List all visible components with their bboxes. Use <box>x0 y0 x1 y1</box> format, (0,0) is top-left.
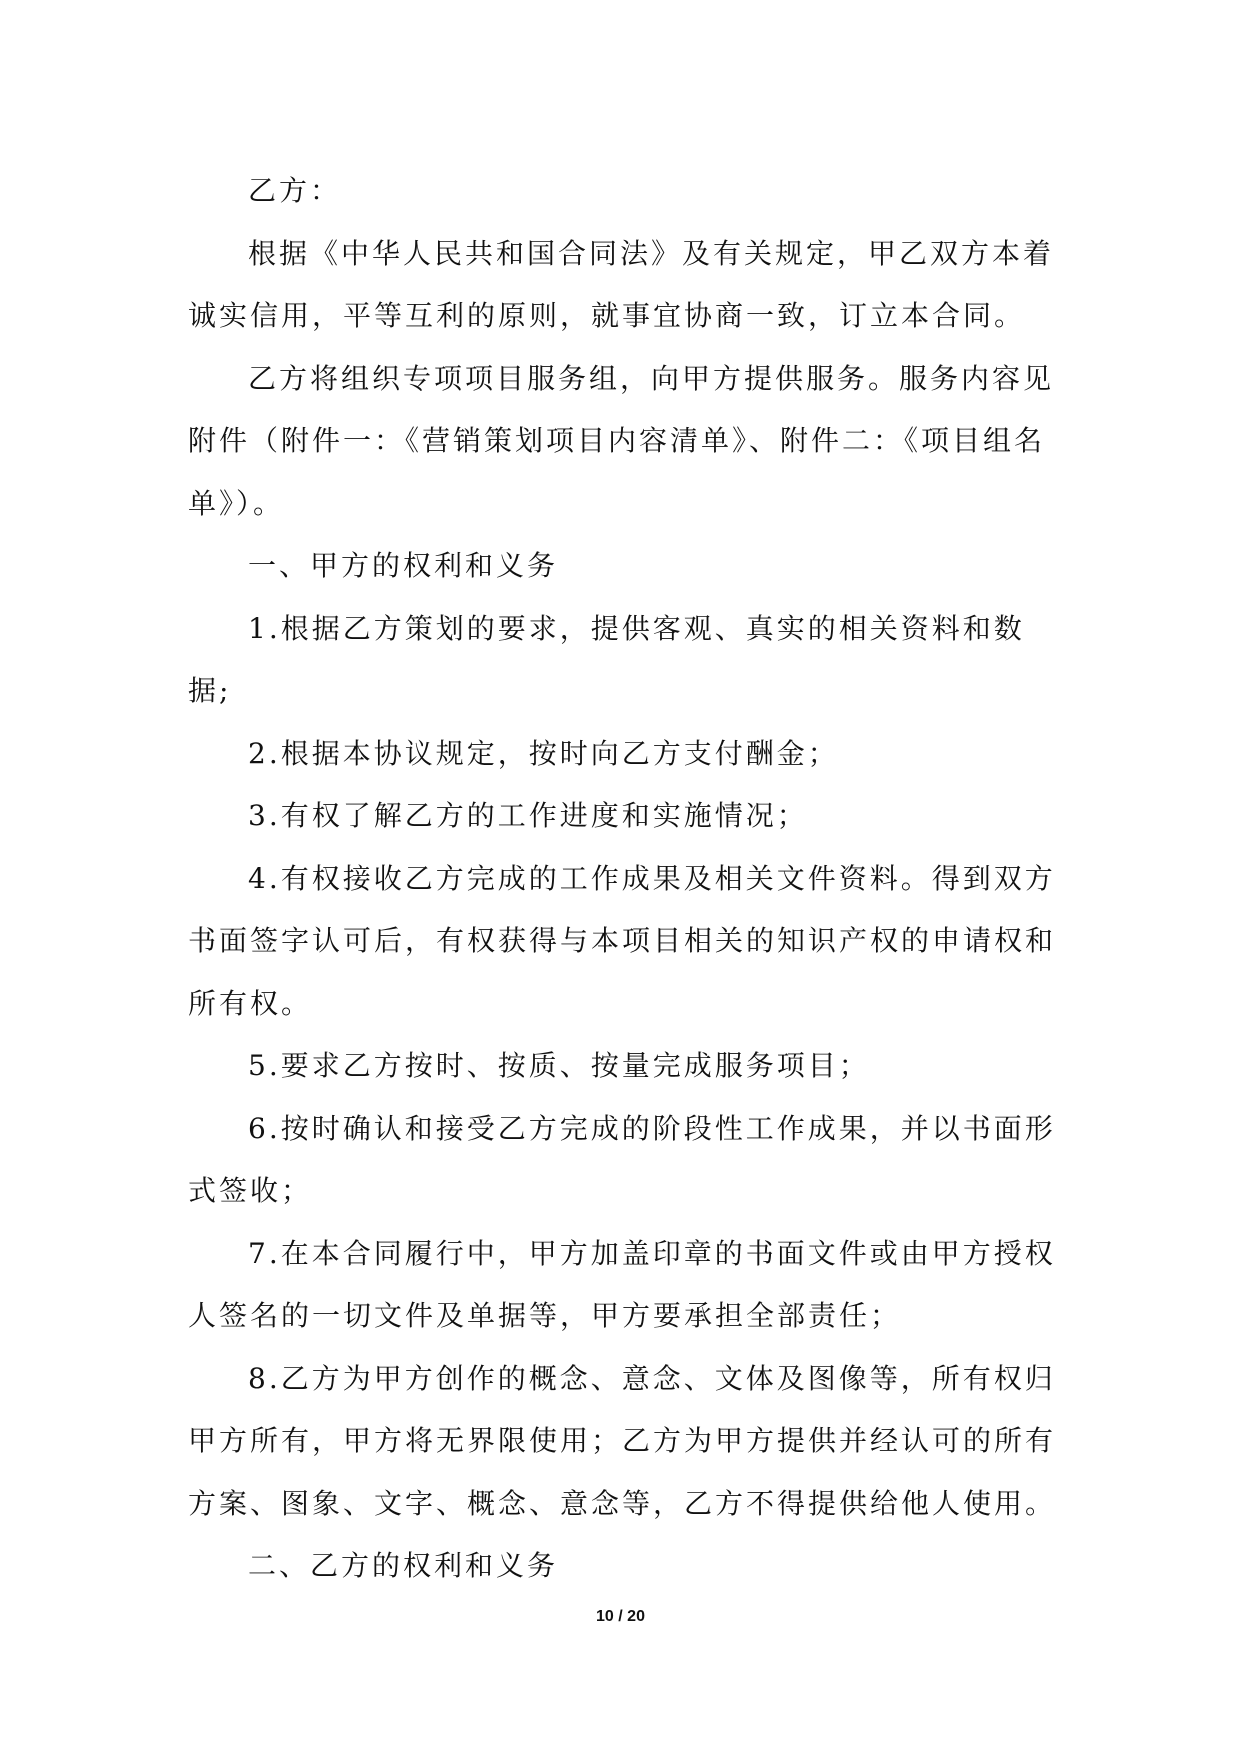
paragraph-preamble: 根据《中华人民共和国合同法》及有关规定，甲乙双方本着诚实信用，平等互利的原则，就事宜协商一致，订立本合同。 <box>188 236 1055 332</box>
page-number: 10 / 20 <box>596 1608 645 1625</box>
section-heading-party-b: 二、乙方的权利和义务 <box>248 1549 559 1582</box>
clause-a-2: 2.根据本协议规定，按时向乙方支付酬金； <box>248 736 839 770</box>
section-heading-party-a: 一、甲方的权利和义务 <box>248 549 559 582</box>
document-body <box>188 160 1056 1598</box>
clause-a-8: 8.乙方为甲方创作的概念、意念、文体及图像等，所有权归甲方所有，甲方将无界限使用；乙方为甲方提供并经认可的所有方案、图象、文字、概念、意念等，乙方不得提供给他人使用。 <box>188 1361 1057 1520</box>
paragraph-service-scope: 乙方将组织专项项目服务组，向甲方提供服务。服务内容见附件（附件一：《营销策划项目内容清单》、附件二：《项目组名单》）。 <box>188 361 1055 520</box>
clause-a-4: 4.有权接收乙方完成的工作成果及相关文件资料。得到双方书面签字认可后，有权获得与本项目相关的知识产权的申请权和所有权。 <box>188 861 1057 1020</box>
paragraph-party-b: 乙方： <box>248 174 342 207</box>
clause-a-3: 3.有权了解乙方的工作进度和实施情况； <box>248 799 808 832</box>
clause-a-6: 6.按时确认和接受乙方完成的阶段性工作成果，并以书面形式签收； <box>188 1111 1056 1207</box>
clause-a-7: 7.在本合同履行中，甲方加盖印章的书面文件或由甲方授权人签名的一切文件及单据等，甲方要承担全部责任； <box>188 1236 1056 1332</box>
clause-a-5: 5.要求乙方按时、按质、按量完成服务项目； <box>248 1049 870 1082</box>
clause-a-1: 1.根据乙方策划的要求，提供客观、真实的相关资料和数据; <box>188 611 1025 707</box>
